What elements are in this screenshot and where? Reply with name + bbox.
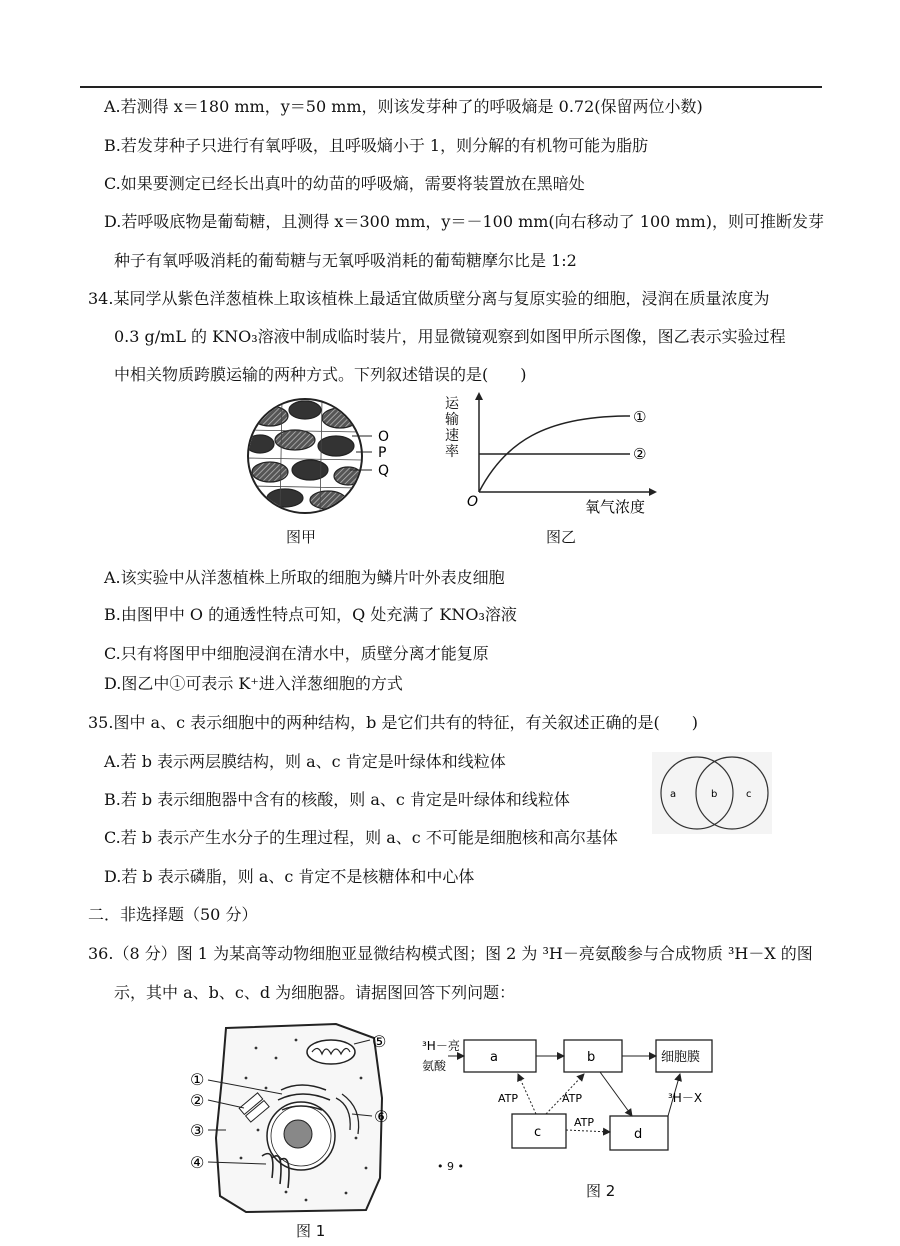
fig1-label-4: ④ — [190, 1153, 205, 1172]
fig2-input-line2: 氨酸 — [422, 1059, 447, 1073]
q34-stem-line2: 0.3 g/mL 的 KNO₃溶液中制成临时装片，用显微镜观察到如图甲所示图像，图乙表示实验过程 — [114, 327, 786, 346]
fig-yi-curve-1-label: ① — [633, 408, 647, 426]
figure-1-animal-cell — [186, 1018, 400, 1214]
fig1-caption: 图 1 — [296, 1222, 326, 1240]
q35-option-d: D.若 b 表示磷脂，则 a、c 肯定不是核糖体和中心体 — [104, 867, 475, 886]
fig2-atp-1: ATP — [498, 1092, 519, 1105]
fig-yi-ylabel-2: 输 — [445, 412, 459, 428]
header-rule — [80, 86, 822, 88]
fig2-input-line1: ³H－亮 — [422, 1039, 460, 1053]
fig2-box-membrane-label: 细胞膜 — [661, 1050, 701, 1065]
q34-option-d: D.图乙中①可表示 K⁺进入洋葱细胞的方式 — [104, 674, 403, 693]
figure-2-flow — [418, 1030, 718, 1166]
q33-option-b: B.若发芽种子只进行有氧呼吸，且呼吸熵小于 1，则分解的有机物可能为脂肪 — [104, 136, 649, 155]
q34-stem-line1: 34.某同学从紫色洋葱植株上取该植株上最适宜做质壁分离与复原实验的细胞，浸润在质量浓度为 — [88, 289, 770, 308]
venn-diagram — [652, 752, 772, 834]
fig-jia-label-o: O — [378, 429, 390, 445]
fig-jia-caption: 图甲 — [286, 528, 317, 546]
fig1-label-6: ⑥ — [374, 1107, 389, 1126]
venn-label-c: c — [746, 789, 752, 800]
q35-option-a: A.若 b 表示两层膜结构，则 a、c 肯定是叶绿体和线粒体 — [104, 752, 506, 771]
q36-stem-line2: 示，其中 a、b、c、d 为细胞器。请据图回答下列问题： — [114, 983, 516, 1002]
fig-jia-label-p: P — [378, 445, 387, 461]
q33-option-d-continued: 种子有氧呼吸消耗的葡萄糖与无氧呼吸消耗的葡萄糖摩尔比是 1:2 — [114, 251, 577, 270]
q34-option-c: C.只有将图甲中细胞浸润在清水中，质壁分离才能复原 — [104, 644, 489, 663]
fig1-label-3: ③ — [190, 1121, 205, 1140]
fig-yi-caption: 图乙 — [546, 528, 577, 546]
q34-stem-line3: 中相关物质跨膜运输的两种方式。下列叙述错误的是( ) — [114, 365, 527, 384]
q35-option-c: C.若 b 表示产生水分子的生理过程，则 a、c 不可能是细胞核和高尔基体 — [104, 828, 618, 847]
fig-yi-ylabel-3: 速 — [445, 428, 459, 444]
q34-option-b: B.由图甲中 O 的通透性特点可知，Q 处充满了 KNO₃溶液 — [104, 605, 517, 624]
fig2-box-d-label: d — [634, 1127, 643, 1142]
q36-stem-line1: 36.（8 分）图 1 为某高等动物细胞亚显微结构模式图；图 2 为 ³H－亮氨酸参与合成物质 ³H－X 的图 — [88, 944, 813, 963]
fig2-output: ³H－X — [668, 1091, 703, 1105]
venn-label-a: a — [670, 789, 677, 800]
q35-option-b: B.若 b 表示细胞器中含有的核酸，则 a、c 肯定是叶绿体和线粒体 — [104, 790, 570, 809]
fig2-caption: 图 2 — [586, 1182, 616, 1200]
fig-yi-curve-2-label: ② — [633, 445, 647, 463]
fig1-label-1: ① — [190, 1070, 205, 1089]
figure-yi — [445, 392, 675, 522]
fig1-label-5: ⑤ — [372, 1032, 387, 1051]
q35-stem: 35.图中 a、c 表示细胞中的两种结构，b 是它们共有的特征，有关叙述正确的是( ) — [88, 713, 698, 732]
figure-jia — [240, 396, 400, 521]
fig2-box-c-label: c — [534, 1125, 542, 1140]
q33-option-c: C.如果要测定已经长出真叶的幼苗的呼吸熵，需要将装置放在黑暗处 — [104, 174, 585, 193]
fig2-atp-2: ATP — [562, 1092, 583, 1105]
page-number: • 9 • — [437, 1160, 464, 1173]
section-2-title: 二．非选择题（50 分） — [88, 905, 258, 924]
q33-option-a: A.若测得 x＝180 mm，y＝50 mm，则该发芽种了的呼吸熵是 0.72(保留两位小数) — [104, 97, 703, 116]
fig-yi-xlabel: 氧气浓度 — [585, 498, 646, 516]
fig-yi-origin: O — [467, 494, 479, 510]
q33-option-d: D.若呼吸底物是葡萄糖，且测得 x＝300 mm，y＝－100 mm(向右移动了 100 mm)，则可推断发芽 — [104, 212, 824, 231]
fig2-atp-3: ATP — [574, 1116, 595, 1129]
q34-option-a: A.该实验中从洋葱植株上所取的细胞为鳞片叶外表皮细胞 — [104, 568, 505, 587]
fig2-box-a — [464, 1040, 536, 1072]
venn-label-b: b — [711, 789, 718, 800]
fig-yi-ylabel-1: 运 — [445, 396, 459, 412]
fig2-box-a-label: a — [490, 1050, 498, 1065]
fig2-box-b-label: b — [587, 1050, 596, 1065]
fig1-label-2: ② — [190, 1091, 205, 1110]
fig-jia-label-q: Q — [378, 463, 390, 479]
fig-yi-ylabel-4: 率 — [445, 444, 459, 460]
